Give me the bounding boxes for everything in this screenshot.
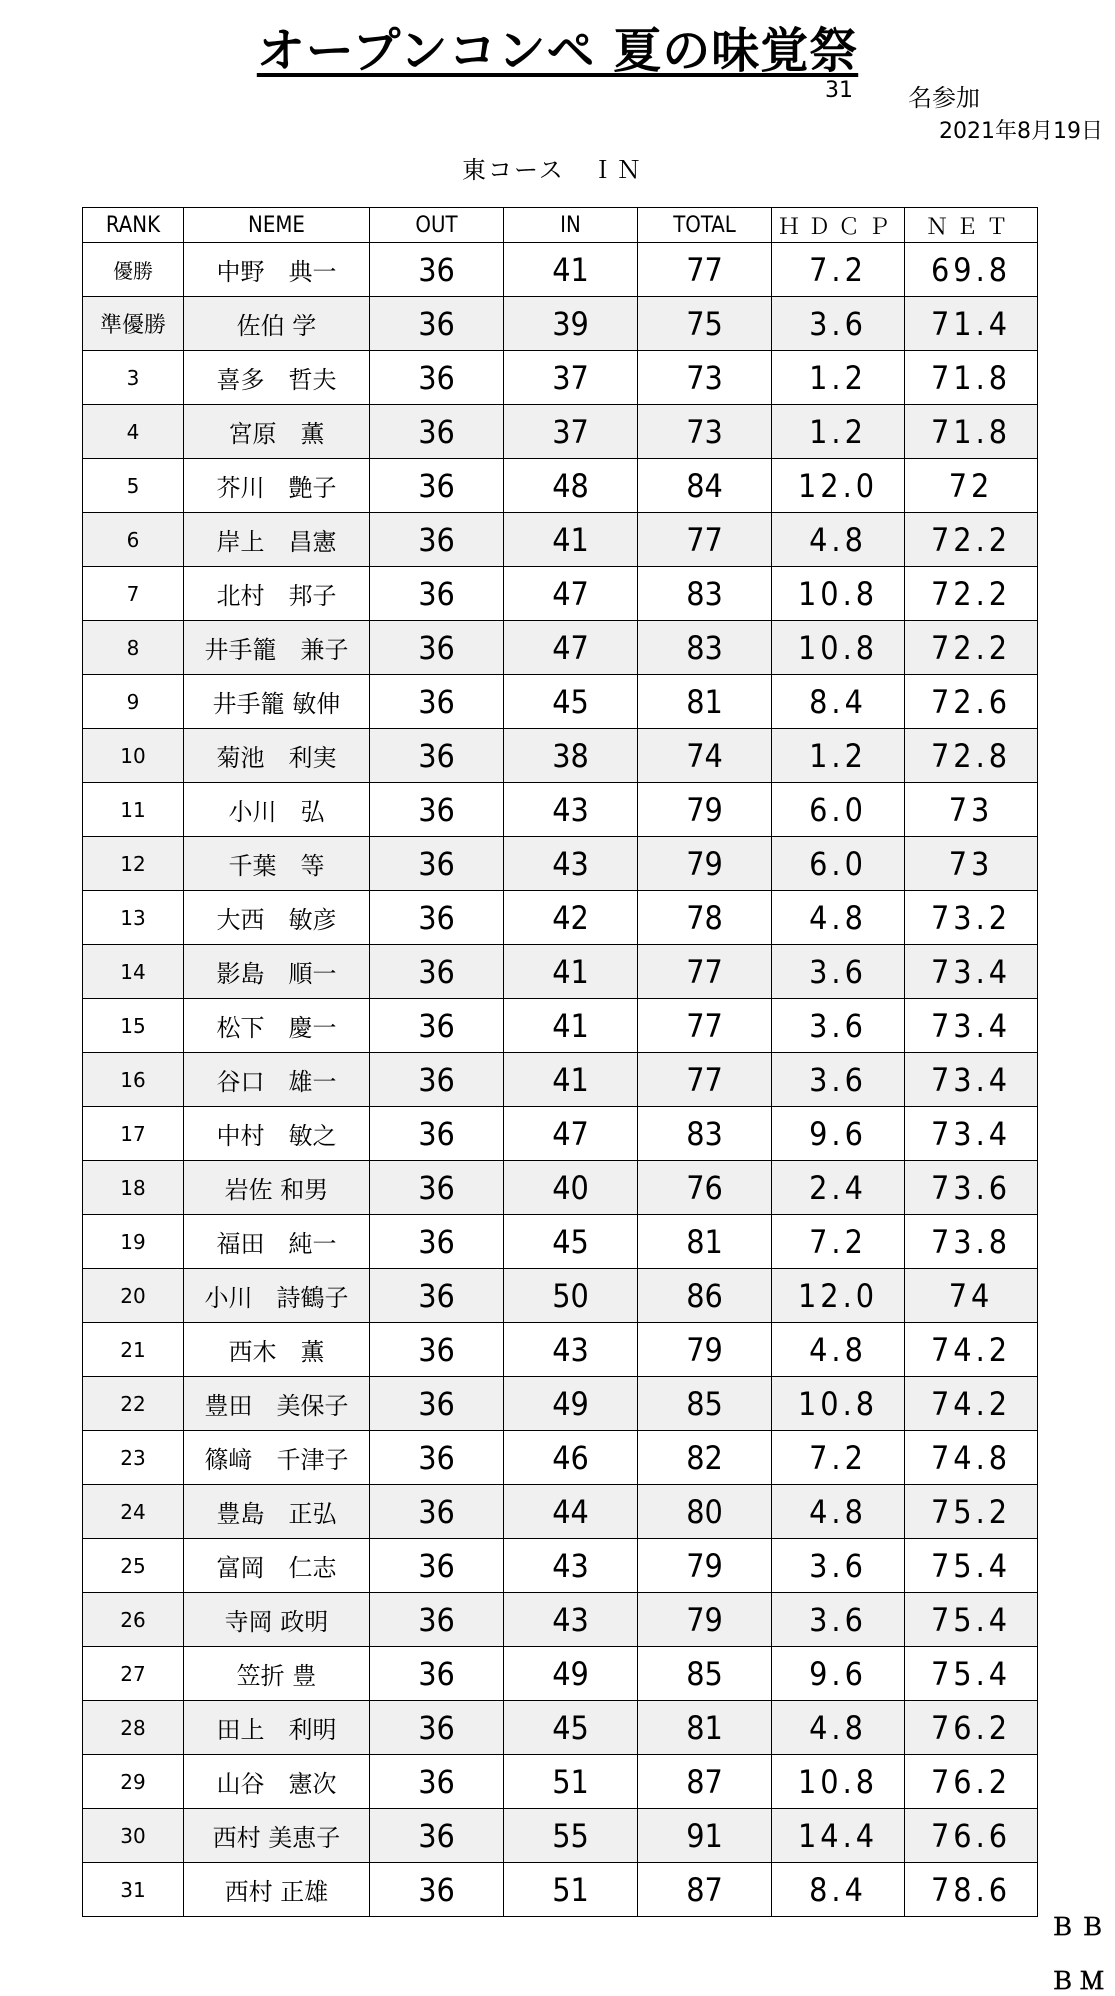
cell-total: 82 [638,1431,772,1485]
cell-total: 73 [638,351,772,405]
cell-in: 41 [504,999,638,1053]
col-header-name: NEME [184,208,370,243]
table-row [83,1809,1038,1863]
cell-out: 36 [370,1053,504,1107]
cell-net: 69.8 [905,243,1038,297]
cell-hdcp: 8.4 [772,675,905,729]
cell-hdcp: 7.2 [772,243,905,297]
cell-net: 71.8 [905,351,1038,405]
cell-net: 73.4 [905,999,1038,1053]
col-header-out: OUT [370,208,504,243]
cell-rank: 7 [83,567,184,621]
table-header-row [83,208,1038,243]
cell-name: 西村 正雄 [184,1863,370,1917]
cell-in: 38 [504,729,638,783]
cell-hdcp: 4.8 [772,1485,905,1539]
table-row [83,675,1038,729]
cell-net: 74.2 [905,1323,1038,1377]
cell-net: 76.2 [905,1755,1038,1809]
cell-out: 36 [370,297,504,351]
cell-hdcp: 3.6 [772,297,905,351]
cell-name: 宮原 薫 [184,405,370,459]
table-row [83,297,1038,351]
cell-in: 44 [504,1485,638,1539]
cell-total: 81 [638,1701,772,1755]
cell-in: 41 [504,1053,638,1107]
cell-total: 87 [638,1755,772,1809]
cell-in: 43 [504,783,638,837]
cell-total: 84 [638,459,772,513]
cell-total: 91 [638,1809,772,1863]
cell-rank: 30 [83,1809,184,1863]
cell-total: 79 [638,837,772,891]
cell-net: 72 [905,459,1038,513]
cell-out: 36 [370,243,504,297]
table-row [83,891,1038,945]
cell-net: 74.2 [905,1377,1038,1431]
cell-hdcp: 1.2 [772,351,905,405]
cell-rank: 23 [83,1431,184,1485]
table-row [83,729,1038,783]
cell-name: 西木 薫 [184,1323,370,1377]
cell-hdcp: 4.8 [772,513,905,567]
cell-out: 36 [370,1593,504,1647]
cell-total: 83 [638,1107,772,1161]
cell-name: 谷口 雄一 [184,1053,370,1107]
cell-total: 77 [638,1053,772,1107]
table-row [83,1539,1038,1593]
cell-out: 36 [370,1161,504,1215]
cell-net: 71.8 [905,405,1038,459]
cell-hdcp: 4.8 [772,1701,905,1755]
cell-rank: 21 [83,1323,184,1377]
cell-net: 73.6 [905,1161,1038,1215]
cell-rank: 22 [83,1377,184,1431]
cell-rank: 8 [83,621,184,675]
cell-in: 43 [504,1539,638,1593]
cell-net: 73 [905,837,1038,891]
cell-hdcp: 10.8 [772,1755,905,1809]
cell-rank: 18 [83,1161,184,1215]
cell-total: 86 [638,1269,772,1323]
cell-total: 85 [638,1377,772,1431]
cell-rank: 26 [83,1593,184,1647]
table-row [83,999,1038,1053]
cell-rank: 28 [83,1701,184,1755]
cell-out: 36 [370,513,504,567]
cell-net: 76.6 [905,1809,1038,1863]
cell-name: 井手籠 兼子 [184,621,370,675]
cell-net: 73.4 [905,1053,1038,1107]
cell-in: 45 [504,675,638,729]
cell-out: 36 [370,351,504,405]
cell-in: 37 [504,405,638,459]
table-row [83,1755,1038,1809]
cell-out: 36 [370,783,504,837]
cell-total: 75 [638,297,772,351]
cell-net: 76.2 [905,1701,1038,1755]
cell-total: 77 [638,243,772,297]
results-table [82,207,1038,1917]
cell-in: 49 [504,1647,638,1701]
cell-total: 79 [638,783,772,837]
cell-rank: 14 [83,945,184,999]
cell-net: 71.4 [905,297,1038,351]
cell-rank: 13 [83,891,184,945]
cell-in: 51 [504,1863,638,1917]
cell-net: 74 [905,1269,1038,1323]
cell-out: 36 [370,1755,504,1809]
cell-net: 72.2 [905,621,1038,675]
cell-out: 36 [370,1269,504,1323]
note-bm: ＢＭ [1050,1967,1110,1995]
cell-in: 55 [504,1809,638,1863]
cell-net: 74.8 [905,1431,1038,1485]
cell-name: 小川 詩鶴子 [184,1269,370,1323]
cell-net: 75.4 [905,1539,1038,1593]
cell-hdcp: 7.2 [772,1431,905,1485]
cell-in: 48 [504,459,638,513]
table-row [83,837,1038,891]
cell-name: 中村 敏之 [184,1107,370,1161]
cell-rank: 19 [83,1215,184,1269]
table-row [83,1485,1038,1539]
cell-name: 松下 慶一 [184,999,370,1053]
cell-hdcp: 3.6 [772,945,905,999]
cell-hdcp: 14.4 [772,1809,905,1863]
cell-out: 36 [370,1107,504,1161]
cell-in: 50 [504,1269,638,1323]
document-title-wrap [0,12,1115,81]
participant-label: 名参加 [908,84,980,112]
cell-out: 36 [370,729,504,783]
cell-name: 篠﨑 千津子 [184,1431,370,1485]
cell-hdcp: 12.0 [772,1269,905,1323]
cell-in: 51 [504,1755,638,1809]
cell-in: 39 [504,297,638,351]
cell-net: 73.8 [905,1215,1038,1269]
cell-net: 72.2 [905,567,1038,621]
cell-in: 45 [504,1701,638,1755]
cell-name: 千葉 等 [184,837,370,891]
cell-name: 笠折 豊 [184,1647,370,1701]
cell-in: 43 [504,1593,638,1647]
cell-out: 36 [370,1323,504,1377]
cell-out: 36 [370,621,504,675]
table-row [83,1107,1038,1161]
table-row [83,1701,1038,1755]
cell-total: 85 [638,1647,772,1701]
cell-name: 佐伯 学 [184,297,370,351]
table-row [83,1431,1038,1485]
cell-rank: 24 [83,1485,184,1539]
cell-rank: 25 [83,1539,184,1593]
cell-hdcp: 6.0 [772,837,905,891]
cell-hdcp: 12.0 [772,459,905,513]
table-row [83,1647,1038,1701]
cell-rank: 10 [83,729,184,783]
cell-name: 井手籠 敏伸 [184,675,370,729]
cell-name: 富岡 仁志 [184,1539,370,1593]
cell-name: 小川 弘 [184,783,370,837]
table-row [83,567,1038,621]
cell-name: 田上 利明 [184,1701,370,1755]
cell-total: 77 [638,513,772,567]
cell-hdcp: 7.2 [772,1215,905,1269]
cell-out: 36 [370,1809,504,1863]
cell-total: 79 [638,1539,772,1593]
cell-net: 73.4 [905,945,1038,999]
table-row [83,1215,1038,1269]
cell-name: 中野 典一 [184,243,370,297]
cell-rank: 優勝 [83,243,184,297]
cell-out: 36 [370,1863,504,1917]
cell-in: 37 [504,351,638,405]
cell-in: 40 [504,1161,638,1215]
cell-name: 喜多 哲夫 [184,351,370,405]
cell-out: 36 [370,1485,504,1539]
cell-net: 78.6 [905,1863,1038,1917]
table-row [83,1053,1038,1107]
cell-name: 影島 順一 [184,945,370,999]
cell-rank: 準優勝 [83,297,184,351]
cell-total: 79 [638,1323,772,1377]
cell-hdcp: 3.6 [772,1539,905,1593]
cell-name: 芥川 艶子 [184,459,370,513]
cell-rank: 29 [83,1755,184,1809]
cell-rank: 27 [83,1647,184,1701]
cell-hdcp: 3.6 [772,1053,905,1107]
table-row [83,1593,1038,1647]
col-header-rank: RANK [83,208,184,243]
cell-in: 45 [504,1215,638,1269]
cell-net: 72.8 [905,729,1038,783]
cell-out: 36 [370,405,504,459]
cell-name: 岸上 昌憲 [184,513,370,567]
cell-total: 83 [638,567,772,621]
cell-rank: 31 [83,1863,184,1917]
cell-net: 75.4 [905,1593,1038,1647]
note-bb: ＢＢ [1050,1913,1110,1941]
cell-total: 73 [638,405,772,459]
cell-name: 大西 敏彦 [184,891,370,945]
table-row [83,1161,1038,1215]
cell-name: 菊池 利実 [184,729,370,783]
cell-hdcp: 10.8 [772,1377,905,1431]
cell-total: 77 [638,945,772,999]
course-label: 東コース ＩＮ [462,156,643,184]
cell-out: 36 [370,1431,504,1485]
cell-rank: 6 [83,513,184,567]
table-row [83,1323,1038,1377]
col-header-net: ＮＥＴ [905,208,1038,243]
cell-hdcp: 1.2 [772,729,905,783]
cell-out: 36 [370,459,504,513]
table-row [83,459,1038,513]
cell-out: 36 [370,675,504,729]
cell-hdcp: 4.8 [772,891,905,945]
cell-hdcp: 1.2 [772,405,905,459]
table-row [83,1863,1038,1917]
table-row [83,945,1038,999]
cell-in: 47 [504,567,638,621]
cell-in: 43 [504,837,638,891]
cell-name: 福田 純一 [184,1215,370,1269]
table-row [83,351,1038,405]
cell-total: 79 [638,1593,772,1647]
cell-out: 36 [370,1701,504,1755]
cell-out: 36 [370,999,504,1053]
cell-rank: 4 [83,405,184,459]
cell-in: 41 [504,945,638,999]
cell-total: 80 [638,1485,772,1539]
table-row [83,513,1038,567]
participant-count: 31 [825,78,853,103]
cell-hdcp: 9.6 [772,1107,905,1161]
cell-out: 36 [370,567,504,621]
cell-net: 73.4 [905,1107,1038,1161]
event-date: 2021年8月19日 [939,119,1103,144]
cell-total: 74 [638,729,772,783]
table-row [83,243,1038,297]
table-row [83,621,1038,675]
cell-rank: 11 [83,783,184,837]
cell-rank: 20 [83,1269,184,1323]
col-header-in: IN [504,208,638,243]
cell-rank: 3 [83,351,184,405]
cell-net: 72.6 [905,675,1038,729]
cell-name: 豊島 正弘 [184,1485,370,1539]
cell-hdcp: 4.8 [772,1323,905,1377]
cell-name: 北村 邦子 [184,567,370,621]
cell-out: 36 [370,945,504,999]
cell-in: 47 [504,621,638,675]
cell-net: 75.2 [905,1485,1038,1539]
col-header-total: TOTAL [638,208,772,243]
cell-in: 47 [504,1107,638,1161]
cell-total: 81 [638,1215,772,1269]
cell-hdcp: 8.4 [772,1863,905,1917]
col-header-hdcp: ＨＤＣＰ [772,208,905,243]
cell-out: 36 [370,1377,504,1431]
cell-rank: 5 [83,459,184,513]
cell-name: 西村 美恵子 [184,1809,370,1863]
cell-net: 75.4 [905,1647,1038,1701]
cell-out: 36 [370,1215,504,1269]
cell-hdcp: 2.4 [772,1161,905,1215]
cell-total: 81 [638,675,772,729]
cell-hdcp: 3.6 [772,1593,905,1647]
table-row [83,1377,1038,1431]
cell-in: 49 [504,1377,638,1431]
cell-net: 72.2 [905,513,1038,567]
cell-in: 46 [504,1431,638,1485]
cell-rank: 9 [83,675,184,729]
cell-in: 41 [504,513,638,567]
cell-out: 36 [370,891,504,945]
cell-out: 36 [370,1539,504,1593]
cell-total: 83 [638,621,772,675]
cell-name: 岩佐 和男 [184,1161,370,1215]
cell-name: 山谷 憲次 [184,1755,370,1809]
cell-name: 豊田 美保子 [184,1377,370,1431]
cell-total: 76 [638,1161,772,1215]
cell-rank: 17 [83,1107,184,1161]
cell-rank: 15 [83,999,184,1053]
cell-out: 36 [370,1647,504,1701]
cell-hdcp: 3.6 [772,999,905,1053]
document-title: オープンコンペ 夏の味覚祭 [256,23,859,79]
cell-in: 41 [504,243,638,297]
cell-hdcp: 10.8 [772,567,905,621]
table-row [83,1269,1038,1323]
cell-hdcp: 6.0 [772,783,905,837]
table-row [83,783,1038,837]
cell-rank: 16 [83,1053,184,1107]
cell-hdcp: 10.8 [772,621,905,675]
cell-hdcp: 9.6 [772,1647,905,1701]
cell-in: 42 [504,891,638,945]
cell-net: 73 [905,783,1038,837]
table-row [83,405,1038,459]
cell-out: 36 [370,837,504,891]
cell-total: 78 [638,891,772,945]
cell-name: 寺岡 政明 [184,1593,370,1647]
cell-net: 73.2 [905,891,1038,945]
cell-total: 77 [638,999,772,1053]
cell-total: 87 [638,1863,772,1917]
cell-rank: 12 [83,837,184,891]
cell-in: 43 [504,1323,638,1377]
